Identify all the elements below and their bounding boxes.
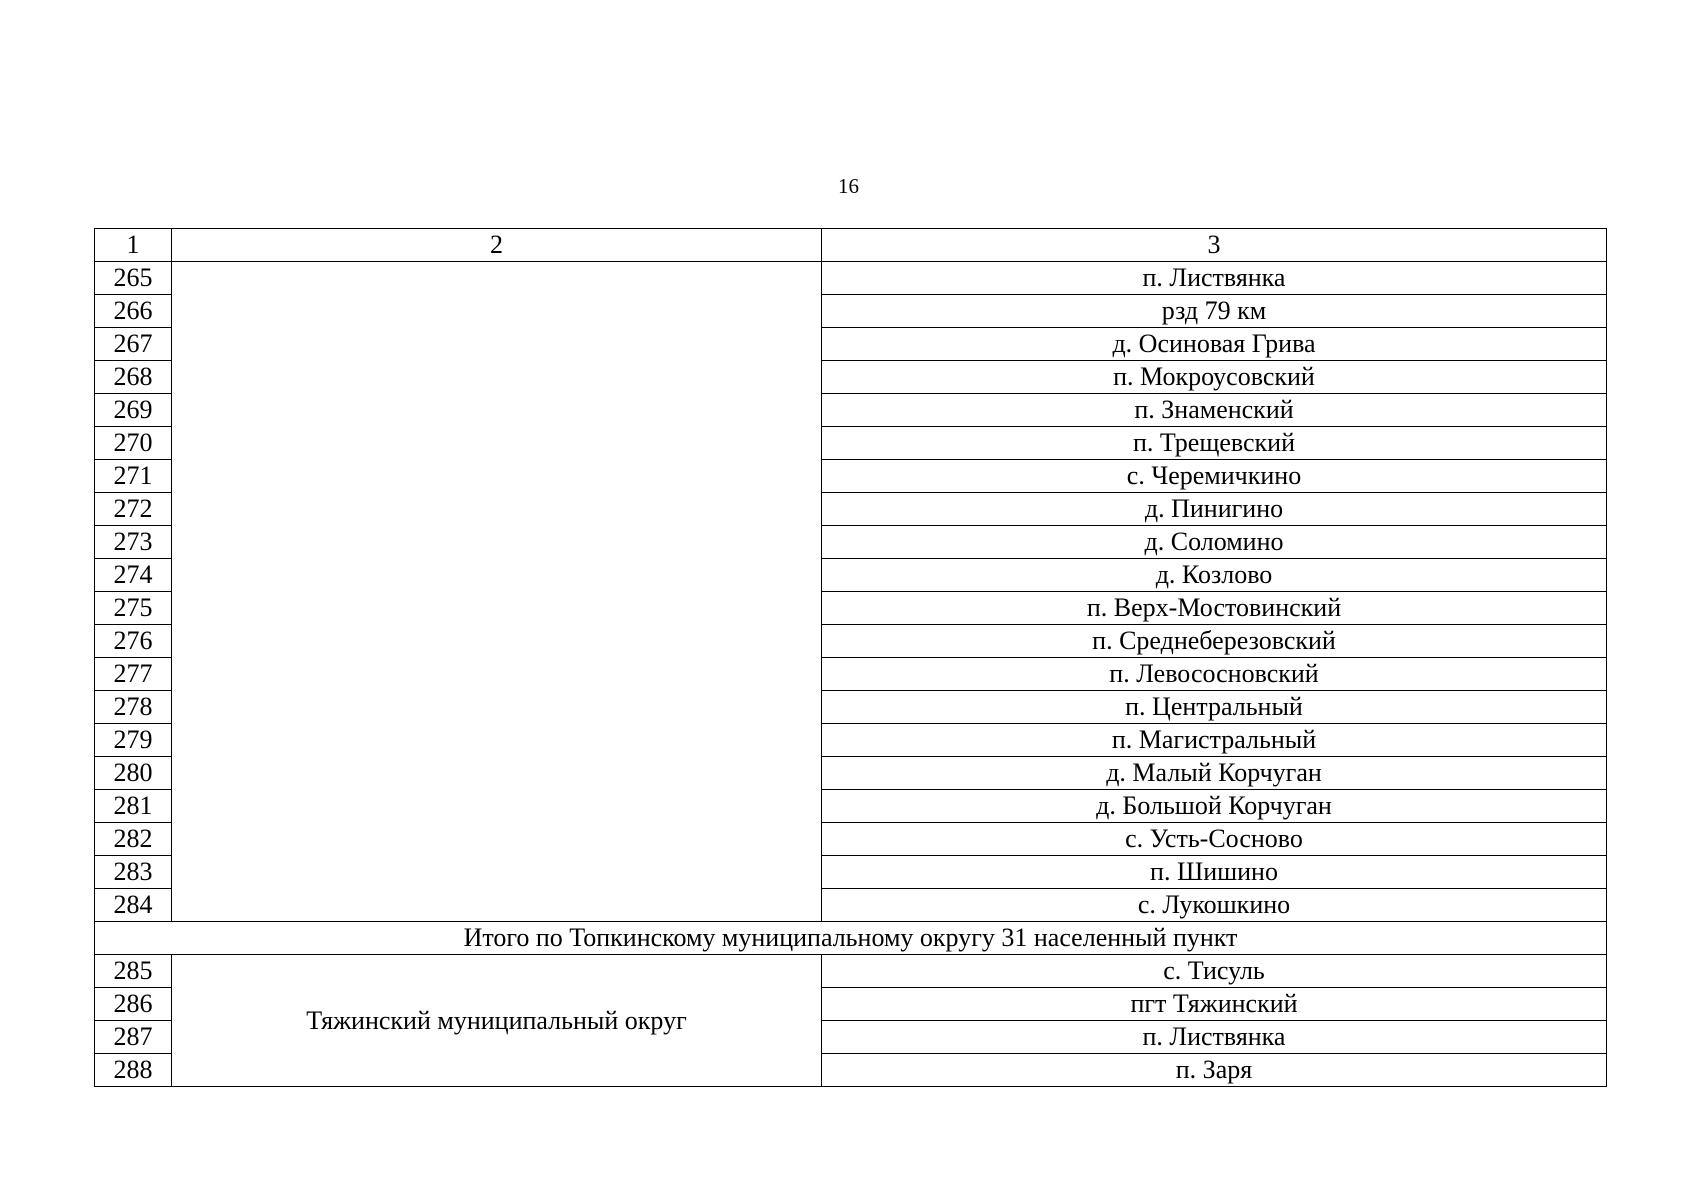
header-col-2: 2 [172, 229, 822, 262]
table-row [95, 262, 1607, 295]
row-number: 281 [95, 790, 172, 823]
settlement-name: д. Осиновая Грива [822, 328, 1607, 361]
settlement-name: пгт Тяжинский [822, 988, 1607, 1021]
header-row [95, 229, 1607, 262]
header-col-1: 1 [95, 229, 172, 262]
settlement-name: п. Верх-Мостовинский [822, 592, 1607, 625]
settlement-name: п. Центральный [822, 691, 1607, 724]
row-number: 266 [95, 295, 172, 328]
row-number: 271 [95, 460, 172, 493]
district-cell [172, 262, 822, 922]
row-number: 278 [95, 691, 172, 724]
row-number: 288 [95, 1054, 172, 1087]
row-number: 268 [95, 361, 172, 394]
settlement-name: п. Трещевский [822, 427, 1607, 460]
row-number: 286 [95, 988, 172, 1021]
settlement-name: д. Козлово [822, 559, 1607, 592]
header-col-3: 3 [822, 229, 1607, 262]
settlement-name: с. Лукошкино [822, 889, 1607, 922]
table-row [95, 955, 1607, 988]
settlement-name: п. Листвянка [822, 1021, 1607, 1054]
settlement-name: п. Знаменский [822, 394, 1607, 427]
district-name: Тяжинский муниципальный округ [172, 955, 822, 1087]
settlement-name: д. Соломино [822, 526, 1607, 559]
settlement-name: п. Среднеберезовский [822, 625, 1607, 658]
settlement-name: п. Листвянка [822, 262, 1607, 295]
settlement-name: рзд 79 км [822, 295, 1607, 328]
row-number: 282 [95, 823, 172, 856]
row-number: 265 [95, 262, 172, 295]
settlement-name: с. Черемичкино [822, 460, 1607, 493]
row-number: 275 [95, 592, 172, 625]
row-number: 279 [95, 724, 172, 757]
settlement-name: п. Магистральный [822, 724, 1607, 757]
total-row [95, 922, 1607, 955]
page-number: 16 [838, 174, 859, 198]
row-number: 280 [95, 757, 172, 790]
settlement-name: д. Большой Корчуган [822, 790, 1607, 823]
row-number: 267 [95, 328, 172, 361]
settlement-name: д. Малый Корчуган [822, 757, 1607, 790]
settlement-name: с. Усть-Сосново [822, 823, 1607, 856]
row-number: 277 [95, 658, 172, 691]
row-number: 283 [95, 856, 172, 889]
row-number: 274 [95, 559, 172, 592]
row-number: 287 [95, 1021, 172, 1054]
row-number: 285 [95, 955, 172, 988]
settlement-name: д. Пинигино [822, 493, 1607, 526]
row-number: 269 [95, 394, 172, 427]
settlement-name: п. Шишино [822, 856, 1607, 889]
settlement-name: п. Левососновский [822, 658, 1607, 691]
row-number: 272 [95, 493, 172, 526]
row-number: 284 [95, 889, 172, 922]
settlement-name: п. Заря [822, 1054, 1607, 1087]
settlement-name: с. Тисуль [822, 955, 1607, 988]
row-number: 270 [95, 427, 172, 460]
settlements-table [94, 228, 1607, 1087]
settlement-name: п. Мокроусовский [822, 361, 1607, 394]
total-text: Итого по Топкинскому муниципальному округу 31 населенный пункт [95, 922, 1607, 955]
row-number: 273 [95, 526, 172, 559]
row-number: 276 [95, 625, 172, 658]
